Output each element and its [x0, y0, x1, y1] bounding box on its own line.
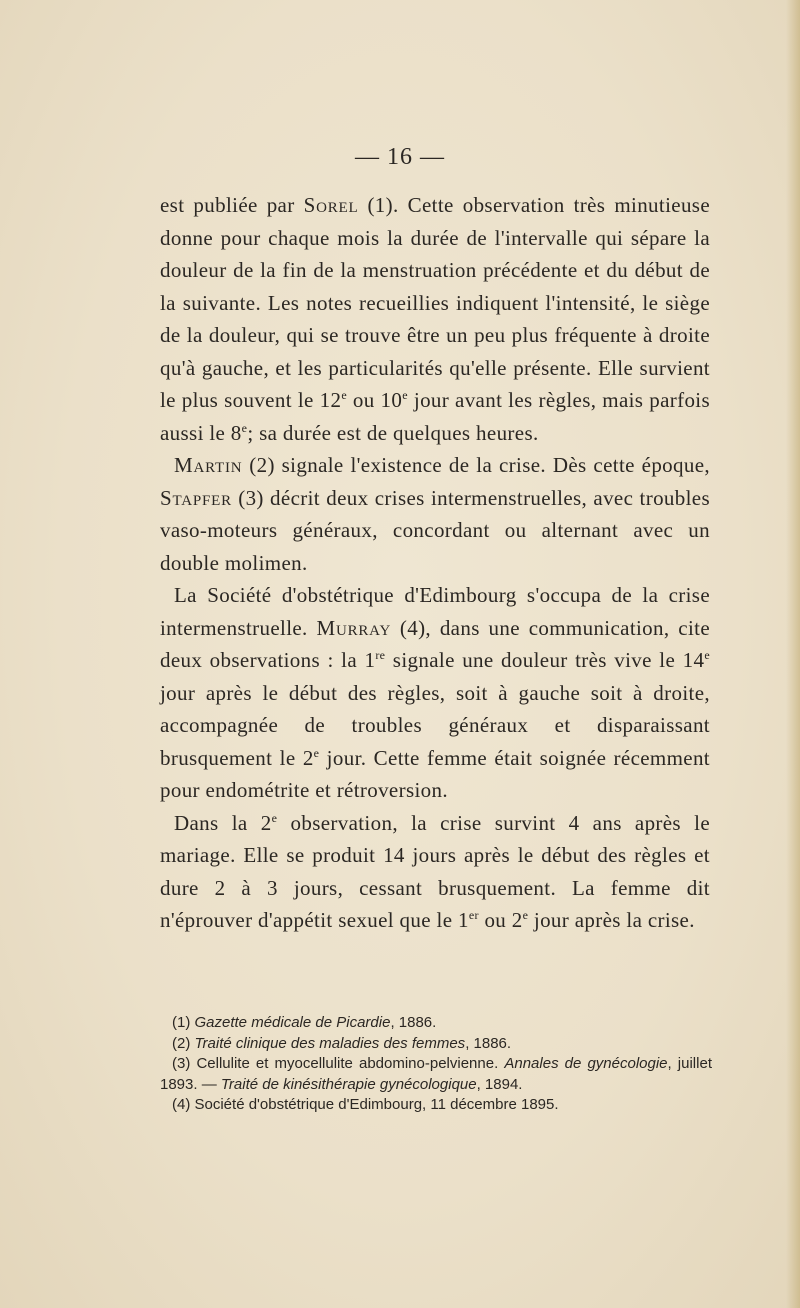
text-run: (4), dans une communication, cite deux observations : la 1 [160, 615, 711, 672]
text-run: jour avant les règles, mais parfois aussi le 8 [160, 388, 711, 445]
footnote-text: , juillet 1893. — [160, 1055, 712, 1093]
text-run: ou 2 [478, 908, 523, 932]
footnote-title: Traité de kinésithérapie gynécologique [220, 1075, 477, 1093]
paragraph-3 [160, 579, 710, 807]
text-run: jour. Cette femme était soignée récemment pour endométrite et rétroversion. [160, 745, 710, 802]
superscript: er [468, 908, 479, 922]
footnote-number: (2) [172, 1034, 195, 1052]
text-run: est publiée par [160, 193, 304, 217]
text-run: observation, la crise survint 4 ans après le mariage. Elle se produit 14 jours après le début des règles et dure 2 à 3 jours, cessant brusquement. La femme dit n'éprouver d'appétit sexuel que le 1 [160, 810, 710, 932]
text-run: ; sa durée est de quelques heures. [247, 420, 539, 445]
superscript: e [271, 810, 278, 825]
author-name: Sorel [303, 193, 359, 217]
superscript: e [241, 420, 248, 435]
footnote-text: Société d'obstétrique d'Edimbourg, 11 décembre 1895. [194, 1096, 559, 1113]
superscript: e [341, 388, 347, 402]
footnote-4 [160, 1095, 712, 1116]
superscript: e [402, 388, 408, 402]
author-name: Stapfer [160, 485, 232, 510]
text-run: jour après le début des règles, soit à gauche soit à droite, accompagnée de troubles généraux et disparaissant brusquement le 2 [160, 680, 710, 770]
superscript: e [704, 648, 710, 662]
footnote-number: (4) [172, 1096, 195, 1113]
page-number: — 16 — [355, 144, 445, 170]
footnote-text: , 1886. [390, 1014, 437, 1031]
paragraph-4 [160, 807, 710, 937]
text-run: (1). Cette observation très minutieuse donne pour chaque mois la durée de l'intervalle qui sépare la douleur de la fin de la menstruation précédente et du début de la suivante. Les notes recueillies indiquent l'intensité, le siège de la douleur, qui se trouve être un peu plus fréquente à droite qu'à gauche, et les particularités qu'elle présente. Elle survient le plus souvent le 12 [160, 193, 710, 412]
footnote-number: (1) [172, 1014, 195, 1031]
superscript: e [313, 745, 320, 760]
body-text [160, 189, 710, 937]
footnote-title: Traité clinique des maladies des femmes [194, 1034, 466, 1052]
footnote-text: Cellulite et myocellulite abdomino-pelvienne. [196, 1055, 505, 1072]
footnote-2 [160, 1034, 712, 1055]
superscript: re [375, 648, 386, 662]
text-run: jour après la crise. [528, 908, 695, 932]
footnote-text: , 1894. [476, 1075, 523, 1093]
text-run: ou 10 [347, 388, 403, 412]
page-edge-shadow [786, 0, 800, 1308]
text-run: Dans la 2 [174, 810, 272, 835]
footnote-text: , 1886. [465, 1034, 512, 1052]
paragraph-1 [160, 189, 710, 449]
footnote-title: Gazette médicale de Picardie [194, 1014, 391, 1031]
footnote-number: (3) [172, 1055, 197, 1072]
text-run: (3) décrit deux crises intermenstruelles, avec troubles vaso-moteurs généraux, concordant ou alternant avec un double molimen. [160, 485, 710, 575]
footnote-3 [160, 1054, 712, 1095]
author-name: Martin [174, 453, 243, 477]
text-run: signale une douleur très vive le 14 [385, 648, 705, 672]
footnote-1 [160, 1013, 712, 1034]
superscript: e [522, 908, 529, 922]
footnotes [160, 1013, 712, 1116]
text-run: La Société d'obstétrique d'Edimbourg s'occupa de la crise intermenstruelle. [160, 583, 710, 640]
footnote-title: Annales de gynécologie [504, 1055, 668, 1072]
paragraph-2 [160, 449, 710, 579]
text-run: (2) signale l'existence de la crise. Dès cette époque, [242, 453, 710, 477]
author-name: Murray [316, 615, 392, 640]
